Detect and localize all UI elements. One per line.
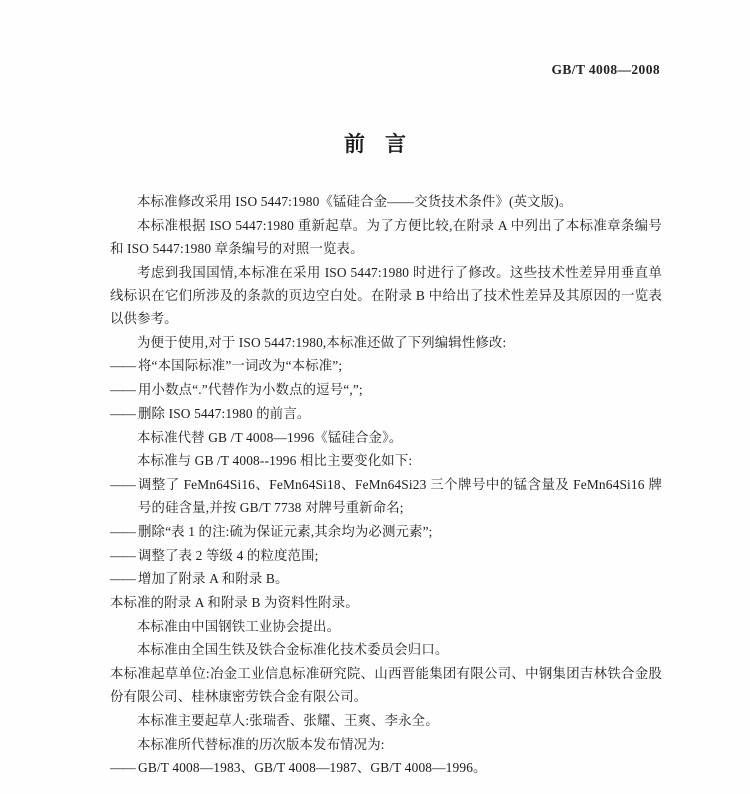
foreword-paragraph: 本标准的附录 A 和附录 B 为资料性附录。: [110, 594, 359, 610]
foreword-paragraph: 考虑到我国国情,本标准在采用 ISO 5447:1980 时进行了修改。这些技术性差异用垂直单线标识在它们所涉及的条款的页边空白处。在附录 B 中给出了技术性差异及其原因的一览表以供参考。: [110, 264, 662, 327]
list-dash-marker: ——: [110, 523, 135, 539]
foreword-paragraph: 本标准起草单位:冶金工业信息标准研究院、山西晋能集团有限公司、中钢集团吉林铁合金股份有限公司、桂林康密劳铁合金有限公司。: [110, 666, 662, 705]
foreword-paragraph: 本标准根据 ISO 5447:1980 重新起草。为了方便比较,在附录 A 中列出了本标准章条编号和 ISO 5447:1980 章条编号的对照一览表。: [110, 217, 662, 256]
list-dash-marker: ——: [110, 760, 135, 776]
foreword-paragraph: 本标准所代替标准的历次版本发布情况为:: [137, 736, 385, 752]
list-item-text: 删除“表 1 的注:硫为保证元素,其余均为必测元素”;: [138, 523, 433, 539]
foreword-list-item: [110, 520, 662, 543]
list-item-text: 调整了表 2 等级 4 的粒度范围;: [138, 547, 319, 563]
foreword-list-item: [110, 544, 662, 567]
foreword-paragraph: 本标准由中国钢铁工业协会提出。: [137, 618, 341, 634]
foreword-body: [110, 190, 662, 780]
list-item-text: 用小数点“.”代替作为小数点的逗号“,”;: [138, 382, 363, 398]
foreword-list-item: [110, 473, 662, 519]
list-dash-marker: ——: [110, 358, 135, 374]
list-item-text: GB/T 4008—1983、GB/T 4008—1987、GB/T 4008—1996。: [138, 760, 487, 776]
list-dash-marker: ——: [110, 382, 135, 398]
page-title-char-2: 言: [385, 132, 406, 156]
foreword-paragraph: 本标准与 GB /T 4008--1996 相比主要变化如下:: [137, 453, 413, 469]
foreword-list-item: [110, 402, 662, 425]
foreword-list-item: [110, 756, 662, 779]
foreword-list-item: [110, 378, 662, 401]
list-item-text: 将“本国际标准”一词改为“本标准”;: [138, 358, 343, 374]
list-dash-marker: ——: [110, 405, 135, 421]
foreword-paragraph: 本标准由全国生铁及铁合金标准化技术委员会归口。: [137, 642, 449, 658]
list-dash-marker: ——: [110, 547, 135, 563]
list-item-text: 删除 ISO 5447:1980 的前言。: [138, 405, 311, 421]
foreword-list-item: [110, 567, 662, 590]
foreword-paragraph: 本标准代替 GB /T 4008—1996《锰硅合金》。: [137, 429, 403, 445]
list-item-text: 调整了 FeMn64Si16、FeMn64Si18、FeMn64Si23 三个牌号中的锰含量及 FeMn64Si16 牌号的硅含量,并按 GB/T 7738 对牌号重新命名;: [138, 476, 662, 516]
foreword-list-item: [110, 354, 662, 377]
foreword-paragraph: 本标准修改采用 ISO 5447:1980《锰硅合金——交货技术条件》(英文版)。: [137, 194, 573, 209]
list-dash-marker: ——: [110, 571, 135, 587]
page-title-char-1: 前: [344, 132, 365, 156]
running-header-standard-number: GB/T 4008—2008: [551, 62, 660, 77]
foreword-paragraph: 本标准主要起草人:张瑞香、张耀、王爽、李永全。: [137, 712, 439, 728]
foreword-paragraph: 为便于使用,对于 ISO 5447:1980,本标准还做了下列编辑性修改:: [137, 334, 507, 350]
list-item-text: 增加了附录 A 和附录 B。: [138, 571, 289, 587]
page-title: [0, 128, 750, 158]
list-dash-marker: ——: [110, 476, 135, 492]
